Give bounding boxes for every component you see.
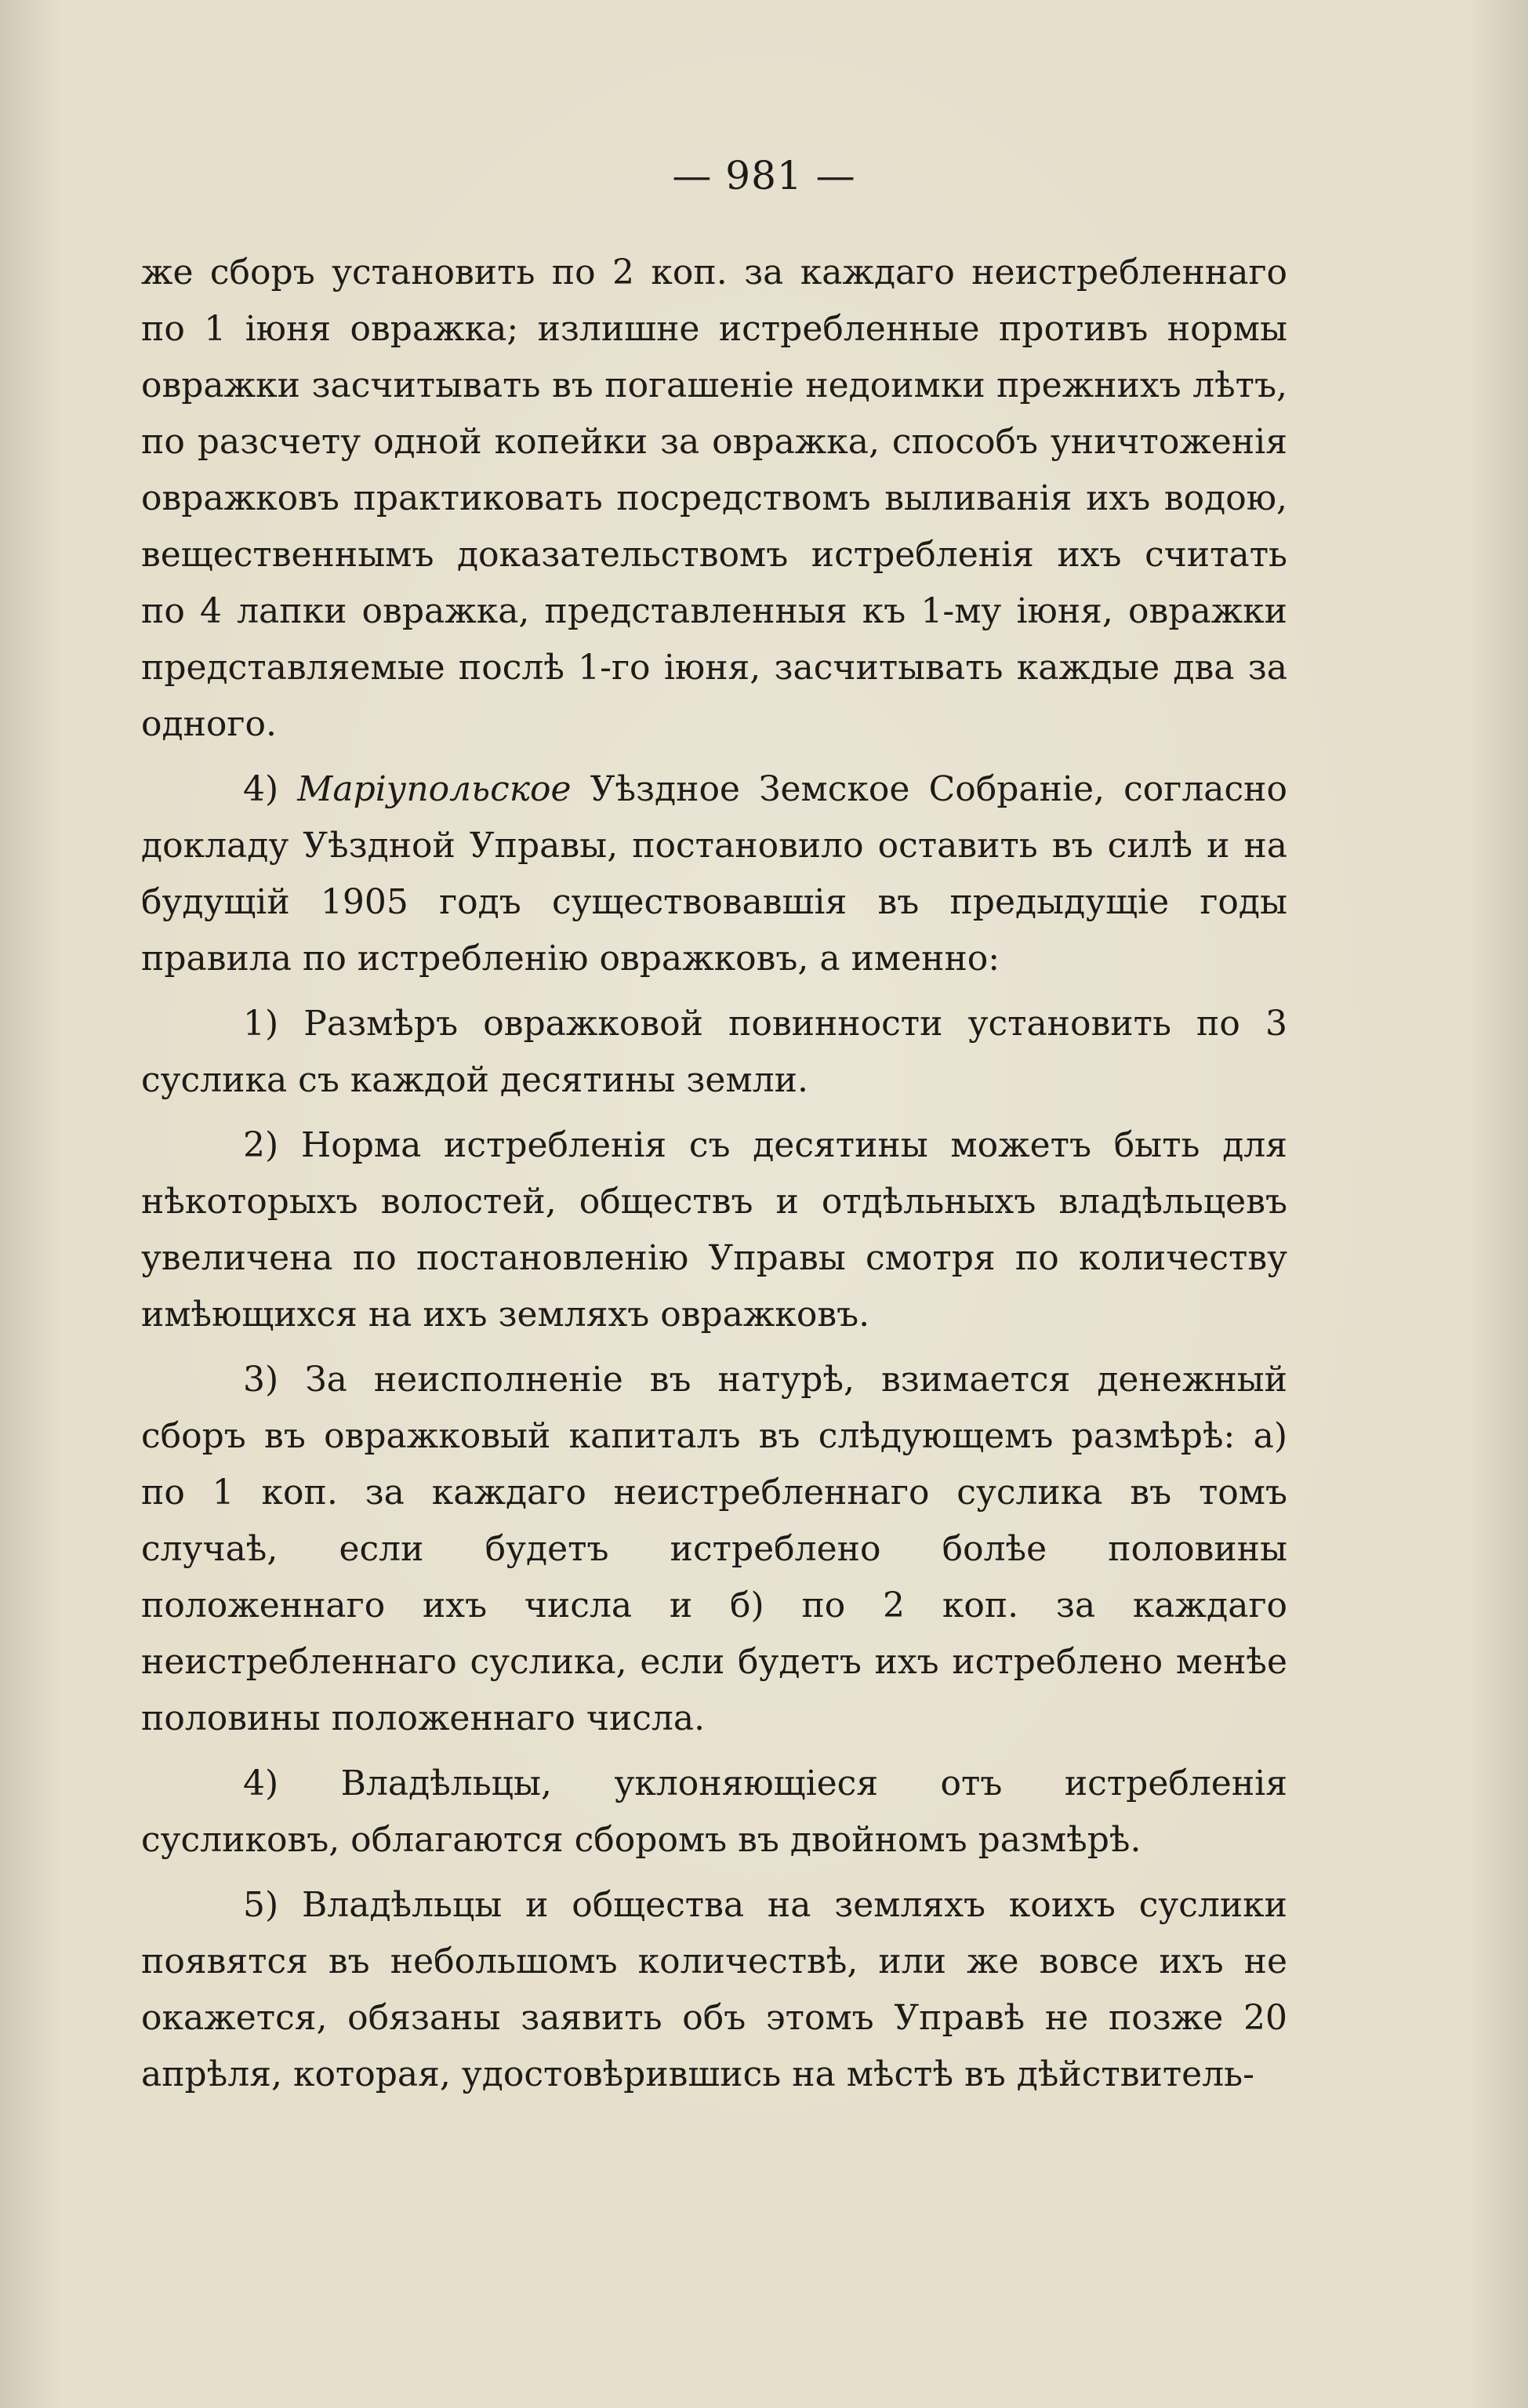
rule-item-4: 4) Владѣльцы, уклоняющiеся отъ истребленiя сусликовъ, облагаются сборомъ въ двойномъ размѣрѣ. — [141, 1763, 1287, 1860]
rule-item-2: 2) Норма истребленiя съ десятины можетъ быть для нѣкоторыхъ волостей, обществъ и отдѣльныхъ владѣльцевъ увеличена по постановленiю Управы смотря по количеству имѣющихся на ихъ земляхъ овражковъ. — [141, 1125, 1287, 1335]
page-number: — 981 — — [672, 153, 856, 198]
text-body — [141, 245, 1287, 2112]
paragraph-text: Уѣздное Земское Собранiе, согласно докладу Уѣздной Управы, постановило оставить въ силѣ и на будущiй 1905 годъ существовавшiя въ предыдущiе годы правила по истребленiю овражковъ, а именно: — [141, 769, 1287, 979]
rule-item-3: 3) За неисполненiе въ натурѣ, взимается денежный сборъ въ овражковый капиталъ въ слѣдующемъ размѣрѣ: а) по 1 коп. за каждаго неистребленнаго суслика въ томъ случаѣ, если будетъ истреблено болѣе половины положеннаго ихъ числа и б) по 2 коп. за каждаго неистребленнаго суслика, если будетъ ихъ истреблено менѣе половины положеннаго числа. — [141, 1360, 1287, 1738]
paragraph-mariupol-assembly — [141, 761, 1287, 987]
rule-item-5: 5) Владѣльцы и общества на земляхъ коихъ суслики появятся въ небольшомъ количествѣ, или же вовсе ихъ не окажется, обязаны заявить объ этомъ Управѣ не позже 20 апрѣля, которая, удостовѣрившись на мѣстѣ въ дѣйствитель- — [141, 1885, 1287, 2094]
italic-place-name: Марiупольское — [297, 769, 572, 809]
paragraph-continuation: же сборъ установить по 2 коп. за каждаго неистребленнаго по 1 iюня овражка; излишне истребленные противъ нормы овражки засчитывать въ погашенiе недоимки прежнихъ лѣтъ, по разсчету одной копейки за овражка, способъ уничтоженiя овражковъ практиковать посредствомъ выливанiя ихъ водою, вещественнымъ доказательствомъ истребленiя ихъ считать по 4 лапки овражка, представленныя къ 1-му iюня, овражки представляемые послѣ 1-го iюня, засчитывать каждые два за одного. — [141, 252, 1287, 744]
paragraph-number: 4) — [243, 769, 298, 809]
rule-item-1: 1) Размѣръ овражковой повинности установить по 3 суслика съ каждой десятины земли. — [141, 1004, 1287, 1100]
